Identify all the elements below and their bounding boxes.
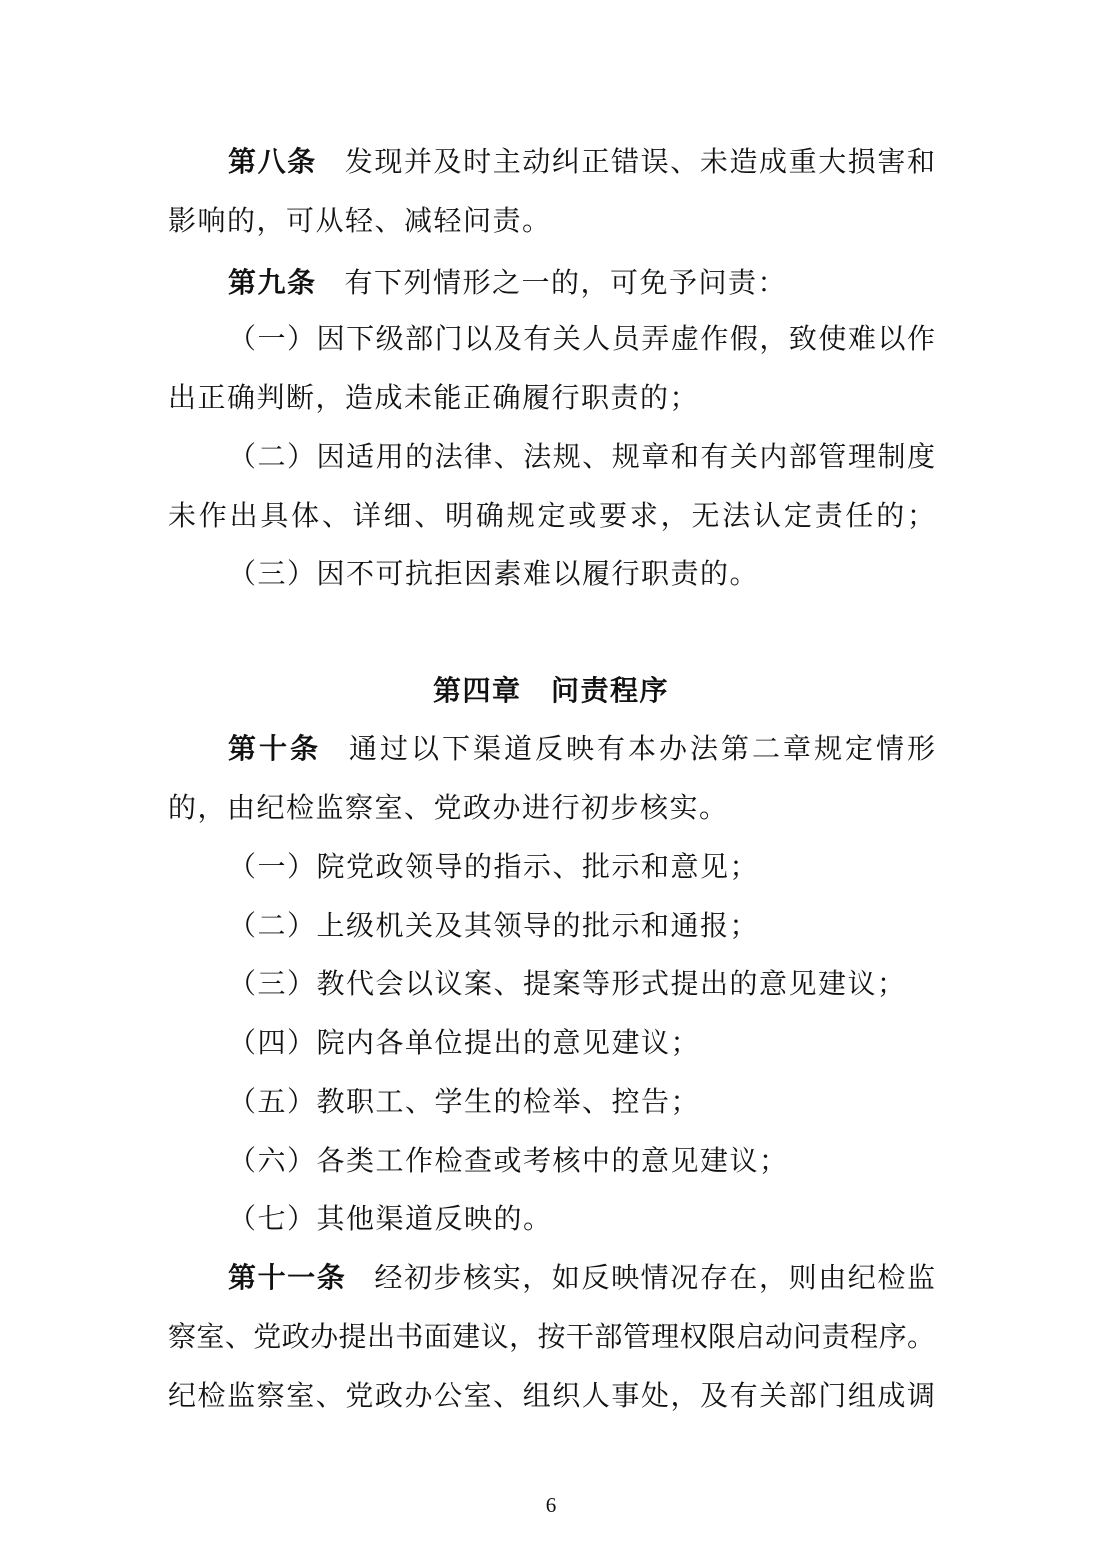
list-item: （七）其他渠道反映的。	[228, 1202, 553, 1235]
article-9-item-3-text: （三）因不可抗拒因素难以履行职责的。	[228, 557, 760, 590]
article-10-text: 通过以下渠道反映有本办法第二章规定情形	[349, 732, 938, 765]
chapter-4-title: 第四章 问责程序	[432, 674, 669, 707]
article-9-item-1-line-2	[168, 378, 935, 418]
article-9-label: 第九条	[228, 266, 317, 299]
article-11-line-3	[168, 1376, 935, 1416]
list-item: （四）院内各单位提出的意见建议；	[228, 1026, 701, 1059]
article-11-text: 经初步核实，如反映情况存在，则由纪检监	[374, 1261, 937, 1294]
article-9-item-2-line-2	[168, 496, 938, 536]
article-10-item-1	[228, 847, 935, 887]
list-item: （五）教职工、学生的检举、控告；	[228, 1085, 701, 1118]
article-10-item-2	[228, 906, 935, 946]
article-11-line-1	[228, 1258, 935, 1298]
article-10-label: 第十条	[228, 732, 321, 765]
article-9-line-1	[228, 263, 935, 303]
article-9-text: 有下列情形之一的，可免予问责：	[344, 266, 788, 299]
article-11-text-cont-2: 纪检监察室、党政办公室、组织人事处，及有关部门组成调	[168, 1379, 937, 1412]
list-item: （六）各类工作检查或考核中的意见建议；	[228, 1144, 789, 1177]
article-8-text-cont: 影响的，可从轻、减轻问责。	[168, 204, 552, 237]
article-9-item-1-text: （一）因下级部门以及有关人员弄虚作假，致使难以作	[228, 322, 937, 355]
article-11-label: 第十一条	[228, 1261, 347, 1294]
article-11-text-cont: 察室、党政办提出书面建议，按干部管理权限启动问责程序。	[168, 1320, 936, 1353]
article-9-item-3-line-1	[228, 554, 935, 594]
article-9-item-1-text-cont: 出正确判断，造成未能正确履行职责的；	[168, 381, 700, 414]
article-10-item-5	[228, 1082, 935, 1122]
article-8-text: 发现并及时主动纠正错误、未造成重大损害和	[344, 145, 937, 178]
page-number: 6	[545, 1493, 557, 1517]
article-10-text-cont: 的，由纪检监察室、党政办进行初步核实。	[168, 791, 729, 824]
article-10-line-1	[228, 729, 938, 769]
article-9-item-2-text: （二）因适用的法律、法规、规章和有关内部管理制度	[228, 440, 937, 473]
article-8-line-1	[228, 142, 935, 182]
article-9-item-2-text-cont: 未作出具体、详细、明确规定或要求，无法认定责任的；	[168, 499, 938, 532]
list-item: （二）上级机关及其领导的批示和通报；	[228, 909, 760, 942]
list-item: （三）教代会以议案、提案等形式提出的意见建议；	[228, 967, 907, 1000]
list-item: （一）院党政领导的指示、批示和意见；	[228, 850, 760, 883]
article-10-item-7	[228, 1199, 935, 1239]
article-9-item-2-line-1	[228, 437, 935, 477]
article-10-item-3	[228, 964, 935, 1004]
article-10-item-6	[228, 1141, 935, 1181]
article-8-line-2	[168, 201, 935, 241]
article-10-item-4	[228, 1023, 935, 1063]
article-8-label: 第八条	[228, 145, 317, 178]
article-11-line-2	[168, 1317, 935, 1357]
article-9-item-1-line-1	[228, 319, 935, 359]
article-10-line-2	[168, 788, 935, 828]
